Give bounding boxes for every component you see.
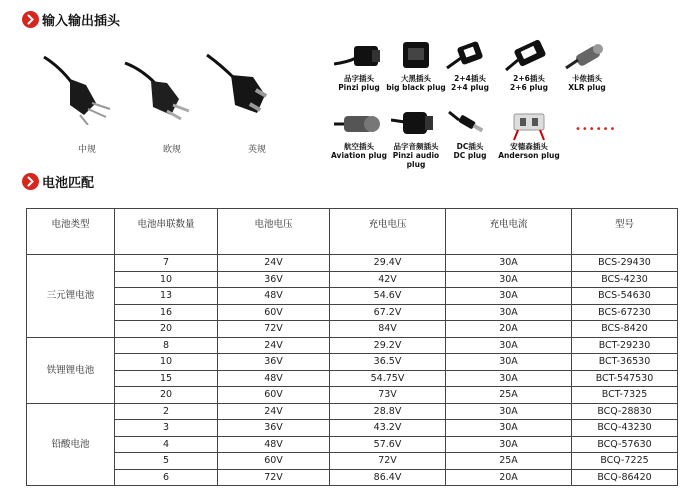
cell-battery-voltage: 36V xyxy=(218,354,330,371)
connector-label-cn: 安德森插头 xyxy=(510,142,548,151)
cell-battery-voltage: 60V xyxy=(218,304,330,321)
cell-charge-current: 30A xyxy=(446,337,572,354)
table-row xyxy=(27,436,678,453)
chevron-right-icon xyxy=(22,173,39,190)
cell-charge-current: 30A xyxy=(446,354,572,371)
connector-dc xyxy=(438,106,502,160)
cell-charge-voltage: 72V xyxy=(330,453,446,470)
cell-series-count: 4 xyxy=(115,436,218,453)
cell-series-count: 5 xyxy=(115,453,218,470)
cell-charge-voltage: 57.6V xyxy=(330,436,446,453)
cell-battery-voltage: 60V xyxy=(218,387,330,404)
connector-label-en: big black plug xyxy=(386,83,446,92)
eu-plug-photo xyxy=(123,45,203,125)
connector-label-cn: 品字插头 xyxy=(344,74,374,83)
connector-label-en: Pinzi audio plug xyxy=(392,151,440,169)
connector-aviation xyxy=(327,106,391,160)
cell-charge-voltage: 84V xyxy=(330,321,446,338)
cell-model: BCS-4230 xyxy=(572,271,678,288)
cell-series-count: 20 xyxy=(115,387,218,404)
header-series-count: 电池串联数量 xyxy=(115,209,218,255)
cell-battery-voltage: 36V xyxy=(218,271,330,288)
connector-label-en: Aviation plug xyxy=(331,151,387,160)
connector-label-cn: 航空插头 xyxy=(344,142,374,151)
pinzi-audio-plug-icon xyxy=(391,106,441,142)
connector-xlr xyxy=(555,38,619,92)
cell-battery-voltage: 60V xyxy=(218,453,330,470)
cell-charge-voltage: 29.2V xyxy=(330,337,446,354)
header-model: 型号 xyxy=(572,209,678,255)
connector-label-cn: DC插头 xyxy=(456,142,484,151)
cell-charge-voltage: 29.4V xyxy=(330,255,446,272)
connector-label-cn: 卡侬插头 xyxy=(572,74,602,83)
cell-series-count: 15 xyxy=(115,370,218,387)
cell-charge-current: 30A xyxy=(446,420,572,437)
cell-battery-voltage: 48V xyxy=(218,436,330,453)
cell-battery-type: 三元锂电池 xyxy=(27,255,115,338)
cell-charge-voltage: 43.2V xyxy=(330,420,446,437)
two-plus-four-plug-icon xyxy=(445,38,495,74)
table-row xyxy=(27,403,678,420)
cell-battery-voltage: 24V xyxy=(218,403,330,420)
cell-series-count: 6 xyxy=(115,469,218,486)
cell-series-count: 2 xyxy=(115,403,218,420)
xlr-plug-icon xyxy=(562,38,612,74)
cell-model: BCT-29230 xyxy=(572,337,678,354)
header-charge-voltage: 充电电压 xyxy=(330,209,446,255)
cell-model: BCQ-57630 xyxy=(572,436,678,453)
cell-battery-voltage: 72V xyxy=(218,321,330,338)
cell-model: BCQ-7225 xyxy=(572,453,678,470)
dc-plug-icon xyxy=(445,106,495,142)
cell-series-count: 7 xyxy=(115,255,218,272)
cell-charge-voltage: 54.75V xyxy=(330,370,446,387)
cell-series-count: 8 xyxy=(115,337,218,354)
table-row xyxy=(27,304,678,321)
cell-series-count: 10 xyxy=(115,354,218,371)
cell-battery-voltage: 48V xyxy=(218,370,330,387)
table-row xyxy=(27,337,678,354)
cell-model: BCQ-28830 xyxy=(572,403,678,420)
cell-model: BCS-29430 xyxy=(572,255,678,272)
connector-label-cn: 大黑插头 xyxy=(401,74,431,83)
table-header-row xyxy=(27,209,678,255)
connector-label-cn: 2+4插头 xyxy=(454,74,486,83)
cell-charge-current: 20A xyxy=(446,469,572,486)
cell-charge-current: 25A xyxy=(446,387,572,404)
anderson-plug-icon xyxy=(504,106,554,142)
cell-charge-current: 30A xyxy=(446,436,572,453)
connector-2-6 xyxy=(497,38,561,92)
cell-charge-voltage: 67.2V xyxy=(330,304,446,321)
table-row xyxy=(27,387,678,404)
connector-pinzi xyxy=(327,38,391,92)
cell-battery-type: 铅酸电池 xyxy=(27,403,115,486)
cell-model: BCS-54630 xyxy=(572,288,678,305)
connector-grid xyxy=(327,0,617,169)
connector-label-en: DC plug xyxy=(453,151,487,160)
big-black-plug-icon xyxy=(391,38,441,74)
table-row xyxy=(27,321,678,338)
cell-model: BCS-67230 xyxy=(572,304,678,321)
cell-charge-voltage: 36.5V xyxy=(330,354,446,371)
plug-label-uk: 英规 xyxy=(247,145,266,155)
cell-model: BCS-8420 xyxy=(572,321,678,338)
plug-label-eu: 欧规 xyxy=(162,145,181,155)
header-charge-current: 充电电流 xyxy=(446,209,572,255)
connector-label-en: 2+6 plug xyxy=(510,83,548,92)
cell-charge-voltage: 42V xyxy=(330,271,446,288)
cell-series-count: 3 xyxy=(115,420,218,437)
section-heading-io xyxy=(22,8,120,30)
connector-anderson xyxy=(497,106,561,160)
cell-charge-current: 20A xyxy=(446,321,572,338)
cell-model: BCQ-86420 xyxy=(572,469,678,486)
section-title-battery: 电池匹配 xyxy=(42,175,95,191)
more-connectors-dots: •••••• xyxy=(575,124,617,135)
cell-charge-current: 30A xyxy=(446,403,572,420)
cell-model: BCT-547530 xyxy=(572,370,678,387)
cell-charge-voltage: 28.8V xyxy=(330,403,446,420)
cell-battery-voltage: 36V xyxy=(218,420,330,437)
cell-charge-voltage: 54.6V xyxy=(330,288,446,305)
cell-charge-current: 30A xyxy=(446,288,572,305)
connector-2-4 xyxy=(438,38,502,92)
table-row xyxy=(27,469,678,486)
table-row xyxy=(27,370,678,387)
header-battery-voltage: 电池电压 xyxy=(218,209,330,255)
cell-battery-voltage: 72V xyxy=(218,469,330,486)
section-title-io: 输入输出插头 xyxy=(42,13,121,29)
section-heading-battery xyxy=(22,170,94,192)
cell-battery-voltage: 48V xyxy=(218,288,330,305)
cell-series-count: 10 xyxy=(115,271,218,288)
uk-plug-photo xyxy=(205,45,285,125)
cell-charge-current: 30A xyxy=(446,370,572,387)
connector-label-cn: 2+6插头 xyxy=(513,74,545,83)
table-row xyxy=(27,453,678,470)
table-row xyxy=(27,354,678,371)
connector-label-cn: 品字音频插头 xyxy=(393,142,439,151)
cell-charge-voltage: 73V xyxy=(330,387,446,404)
connector-label-en: Pinzi plug xyxy=(338,83,380,92)
cell-battery-type: 铁锂锂电池 xyxy=(27,337,115,403)
cell-series-count: 13 xyxy=(115,288,218,305)
connector-label-en: XLR plug xyxy=(568,83,606,92)
cell-model: BCT-36530 xyxy=(572,354,678,371)
cell-charge-current: 25A xyxy=(446,453,572,470)
cell-charge-current: 30A xyxy=(446,304,572,321)
cell-battery-voltage: 24V xyxy=(218,255,330,272)
cell-series-count: 16 xyxy=(115,304,218,321)
cell-charge-voltage: 86.4V xyxy=(330,469,446,486)
connector-label-en: Anderson plug xyxy=(498,151,560,160)
pinzi-plug-icon xyxy=(334,38,384,74)
table-row xyxy=(27,255,678,272)
aviation-plug-icon xyxy=(334,106,384,142)
cell-charge-current: 30A xyxy=(446,255,572,272)
connector-label-en: 2+4 plug xyxy=(451,83,489,92)
chevron-right-icon xyxy=(22,11,39,28)
table-row xyxy=(27,420,678,437)
china-plug-photo xyxy=(40,45,120,125)
cell-series-count: 20 xyxy=(115,321,218,338)
plug-label-china: 中规 xyxy=(77,145,96,155)
cell-model: BCT-7325 xyxy=(572,387,678,404)
two-plus-six-plug-icon xyxy=(504,38,554,74)
cell-model: BCQ-43230 xyxy=(572,420,678,437)
cell-battery-voltage: 24V xyxy=(218,337,330,354)
table-row xyxy=(27,288,678,305)
battery-spec-table xyxy=(26,208,678,486)
cell-charge-current: 30A xyxy=(446,271,572,288)
table-row xyxy=(27,271,678,288)
header-battery-type: 电池类型 xyxy=(27,209,115,255)
